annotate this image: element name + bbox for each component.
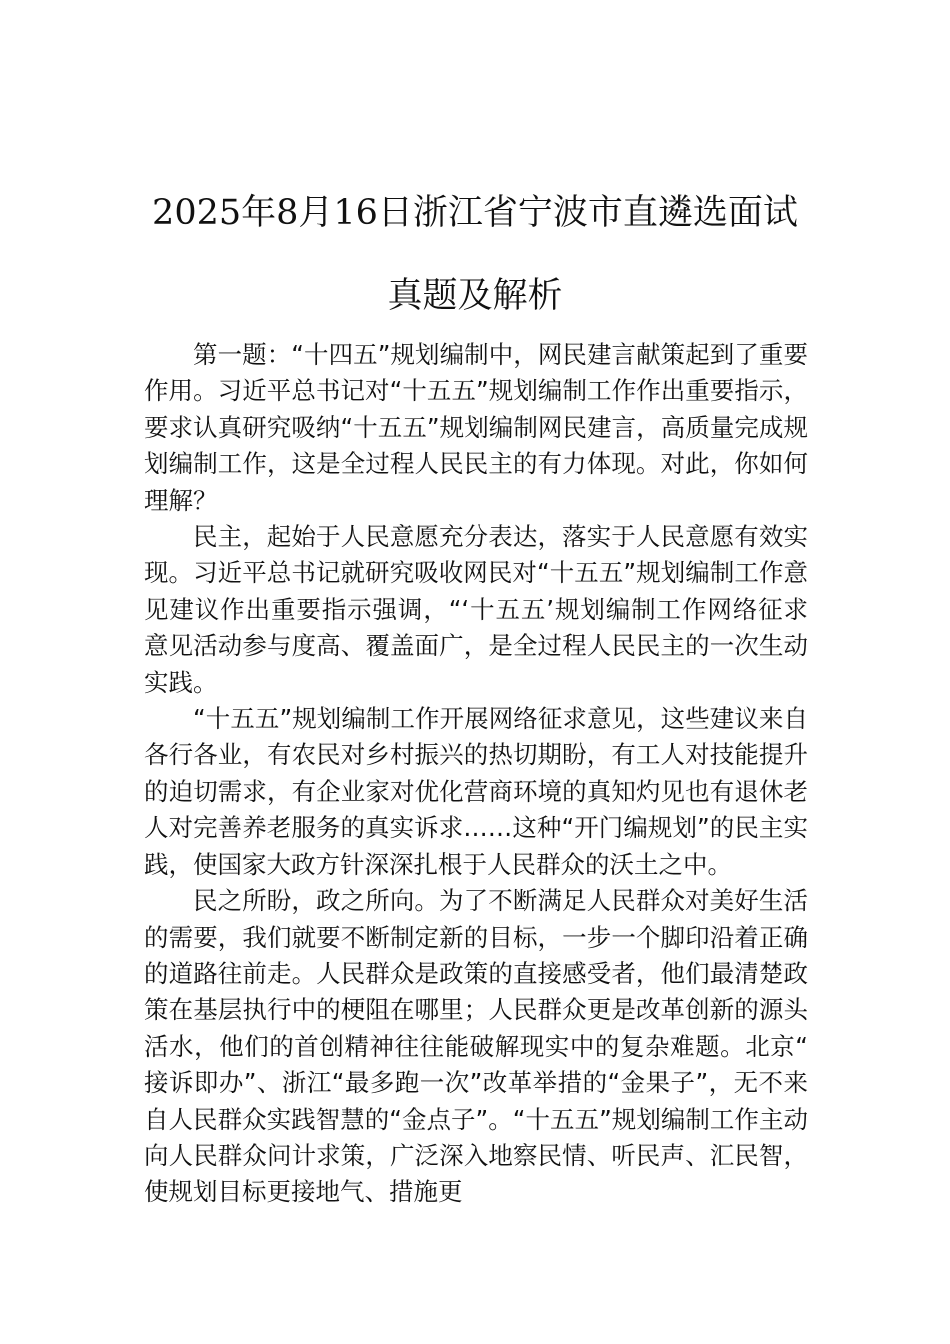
paragraph-question: 第一题：“十四五”规划编制中，网民建言献策起到了重要作用。习近平总书记对“十五五”规划编制工作作出重要指示，要求认真研究吸纳“十五五”规划编制网民建言，高质量完成规划编制工作，这是全过程人民民主的有力体现。对此，你如何理解？ [144,340,808,515]
paragraph-answer-1: 民主，起始于人民意愿充分表达，落实于人民意愿有效实现。习近平总书记就研究吸收网民对“十五五”规划编制工作意见建议作出重要指示强调，“‘十五五’规划编制工作网络征求意见活动参与度高、覆盖面广，是全过程人民民主的一次生动实践。 [144,522,808,697]
paragraph-answer-2: “十五五”规划编制工作开展网络征求意见，这些建议来自各行各业，有农民对乡村振兴的热切期盼，有工人对技能提升的迫切需求，有企业家对优化营商环境的真知灼见也有退休老人对完善养老服务的真实诉求……这种“开门编规划”的民主实践，使国家大政方针深深扎根于人民群众的沃土之中。 [144,704,808,879]
paragraph-answer-3: 民之所盼，政之所向。为了不断满足人民群众对美好生活的需要，我们就要不断制定新的目标，一步一个脚印沿着正确的道路往前走。人民群众是政策的直接感受者，他们最清楚政策在基层执行中的梗阻在哪里；人民群众更是改革创新的源头活水，他们的首创精神往往能破解现实中的复杂难题。北京“接诉即办”、浙江“最多跑一次”改革举措的“金果子”，无不来自人民群众实践智慧的“金点子”。“十五五”规划编制工作主动向人民群众问计求策，广泛深入地察民情、听民声、汇民智，使规划目标更接地气、措施更 [144,886,808,1207]
title-line-1: 2025年8月16日浙江省宁波市直遴选面试 [152,193,798,233]
title-line-2: 真题及解析 [387,276,563,316]
document-title [120,172,830,338]
document-body [144,337,808,1211]
